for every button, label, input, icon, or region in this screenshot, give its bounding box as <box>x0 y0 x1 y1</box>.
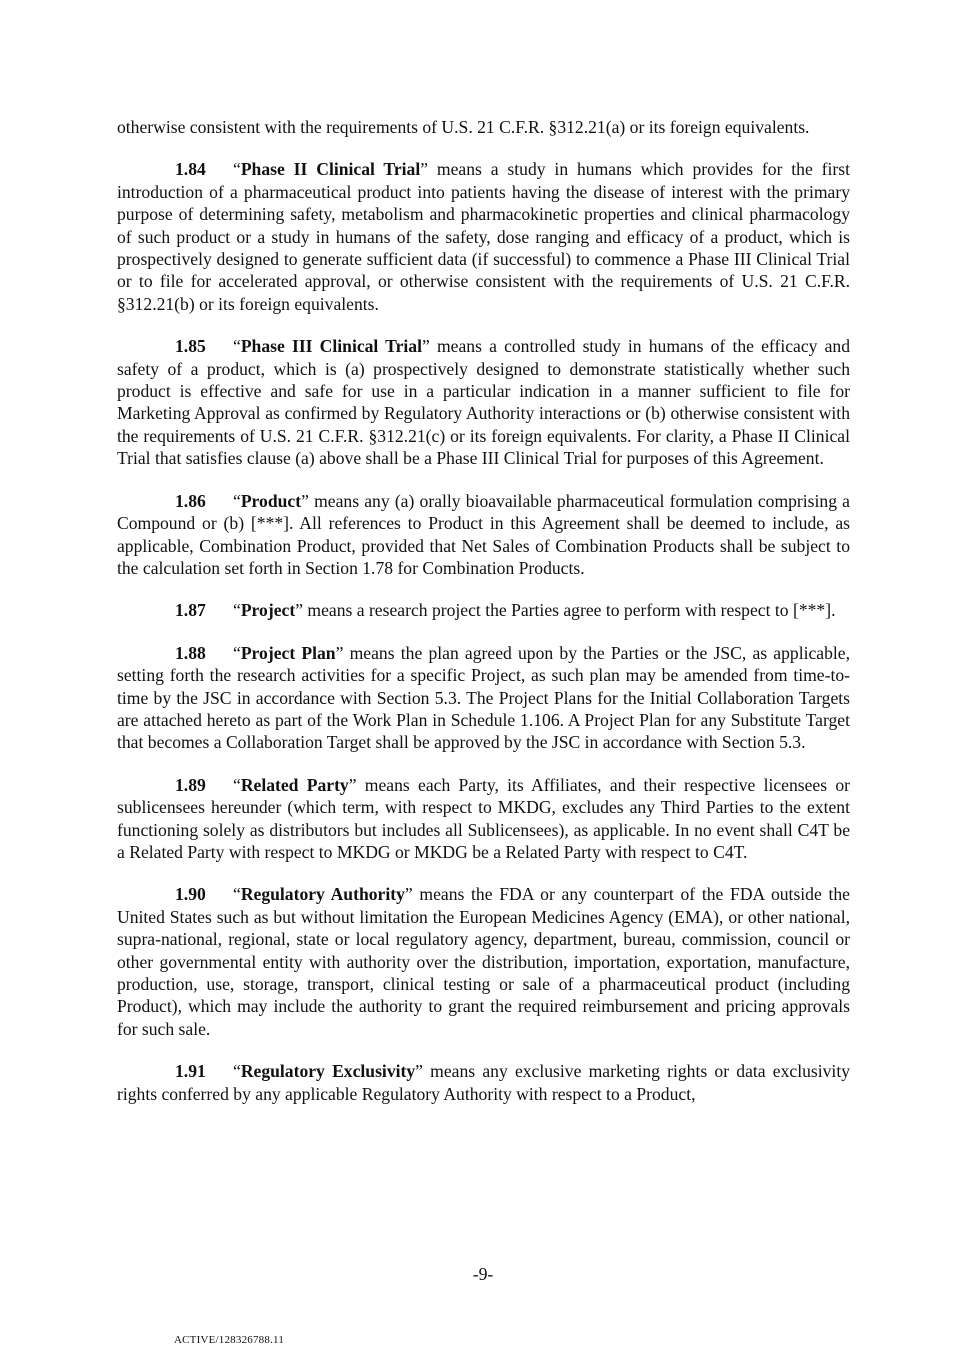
definition-number: 1.84 <box>175 159 206 180</box>
definition-1-90: 1.90 “Regulatory Authority” means the FDA or any counterpart of the FDA outside the United States such as but without limitation the European Medicines Agency (EMA), or other national, supra-national, regional, state or local regulatory agency, department, bureau, commission, council or other governmental entity with authority over the distribution, importation, exportation, manufacture, production, use, storage, transport, clinical testing or sale of a pharmaceutical product (including Product), which may include the authority to grant the required reimbursement and pricing approvals for such sale. <box>117 884 850 1039</box>
definition-number: 1.89 <box>175 774 206 795</box>
page-number: -9- <box>472 1264 494 1284</box>
definition-1-87: 1.87 “Project” means a research project the Parties agree to perform with respect to [***]. <box>175 600 836 621</box>
document-id-footer: ACTIVE/128326788.11 <box>174 1334 285 1346</box>
definition-number: 1.85 <box>175 336 206 357</box>
definition-term: Regulatory Authority <box>240 884 405 905</box>
definition-text: means the FDA or any counterpart of the FDA outside the United States such as but without limitation the European Medicines Agency (EMA), or other national, supra-national, regional, state or local regulatory agency, department, bureau, commission, council or other governmental entity with authority over the distribution, importation, exportation, manufacture, production, use, storage, transport, clinical testing or sale of a pharmaceutical product (including Product), which may include the authority to grant the required reimbursement and pricing approvals for such sale. <box>117 884 850 1039</box>
definition-1-84: 1.84 “Phase II Clinical Trial” means a study in humans which provides for the first introduction of a pharmaceutical product into patients having the disease of interest with the primary purpose of determining safety, metabolism and pharmacokinetic properties and clinical pharmacology of such product or a study in humans of the safety, dose ranging and efficacy of a product, which is prospectively designed to generate sufficient data (if successful) to commence a Phase III Clinical Trial or to file for accelerated approval, or otherwise consistent with the requirements of U.S. 21 C.F.R. §312.21(b) or its foreign equivalents. <box>117 159 851 314</box>
definition-1-91: 1.91 “Regulatory Exclusivity” means any exclusive marketing rights or data exclusivity rights conferred by any applicable Regulatory Authority with respect to a Product, <box>117 1061 850 1104</box>
definition-1-89: 1.89 “Related Party” means each Party, its Affiliates, and their respective licensees or sublicensees hereunder (which term, with respect to MKDG, excludes any Third Parties to the extent functioning solely as distributors but includes all Sublicensees), as applicable. In no event shall C4T be a Related Party with respect to MKDG or MKDG be a Related Party with respect to C4T. <box>117 774 850 862</box>
document-body <box>117 116 850 1125</box>
definition-number: 1.91 <box>175 1061 206 1082</box>
definition-text: means a research project the Parties agree to perform with respect to [***]. <box>303 600 836 621</box>
definition-term: Product <box>240 490 302 511</box>
definition-term: Regulatory Exclusivity <box>240 1061 416 1082</box>
definition-number: 1.90 <box>175 884 206 905</box>
definition-text: means any (a) orally bioavailable pharmaceutical formulation comprising a Compound or (b) [***]. All references to Product in this Agreement shall be deemed to include, as applicable, Combination Product, provided that Net Sales of Combination Products shall be subject to the calculation set forth in Section 1.78 for Combination Products. <box>117 490 850 578</box>
definition-term: Related Party <box>240 774 349 795</box>
continued-paragraph: otherwise consistent with the requirements of U.S. 21 C.F.R. §312.21(a) or its foreign equivalents. <box>117 117 810 137</box>
definition-term: Project <box>240 600 296 621</box>
definition-text: means each Party, its Affiliates, and their respective licensees or sublicensees hereunder (which term, with respect to MKDG, excludes any Third Parties to the extent functioning solely as distributors but includes all Sublicensees), as applicable. In no event shall C4T be a Related Party with respect to MKDG or MKDG be a Related Party with respect to C4T. <box>117 774 850 862</box>
definition-text: means a controlled study in humans of the efficacy and safety of a product, which is (a) prospectively designed to demonstrate statistically whether such product is effective and safe for use in a particular indication in a manner sufficient to file for Marketing Approval as confirmed by Regulatory Authority interactions or (b) otherwise consistent with the requirements of U.S. 21 C.F.R. §312.21(c) or its foreign equivalents. For clarity, a Phase II Clinical Trial that satisfies clause (a) above shall be a Phase III Clinical Trial for purposes of this Agreement. <box>117 336 850 469</box>
definition-1-86: 1.86 “Product” means any (a) orally bioavailable pharmaceutical formulation comprising a Compound or (b) [***]. All references to Product in this Agreement shall be deemed to include, as applicable, Combination Product, provided that Net Sales of Combination Products shall be subject to the calculation set forth in Section 1.78 for Combination Products. <box>117 490 850 578</box>
definition-number: 1.88 <box>175 642 206 663</box>
definition-term: Phase II Clinical Trial <box>240 159 421 180</box>
definition-term: Phase III Clinical Trial <box>240 336 422 357</box>
definition-1-85: 1.85 “Phase III Clinical Trial” means a controlled study in humans of the efficacy and safety of a product, which is (a) prospectively designed to demonstrate statistically whether such product is effective and safe for use in a particular indication in a manner sufficient to file for Marketing Approval as confirmed by Regulatory Authority interactions or (b) otherwise consistent with the requirements of U.S. 21 C.F.R. §312.21(c) or its foreign equivalents. For clarity, a Phase II Clinical Trial that satisfies clause (a) above shall be a Phase III Clinical Trial for purposes of this Agreement. <box>117 336 850 469</box>
definition-text: means a study in humans which provides for the first introduction of a pharmaceutical product into patients having the disease of interest with the primary purpose of determining safety, metabolism and pharmacokinetic properties and clinical pharmacology of such product or a study in humans of the safety, dose ranging and efficacy of a product, which is prospectively designed to generate sufficient data (if successful) to commence a Phase III Clinical Trial or to file for accelerated approval, or otherwise consistent with the requirements of U.S. 21 C.F.R. §312.21(b) or its foreign equivalents. <box>117 159 851 314</box>
definition-number: 1.86 <box>175 490 206 511</box>
definition-text: means any exclusive marketing rights or data exclusivity rights conferred by any applicable Regulatory Authority with respect to a Product, <box>117 1061 850 1104</box>
definition-term: Project Plan <box>240 642 336 663</box>
definition-1-88: 1.88 “Project Plan” means the plan agreed upon by the Parties or the JSC, as applicable, setting forth the research activities for a specific Project, as such plan may be amended from time-to-time by the JSC in accordance with Section 5.3. The Project Plans for the Initial Collaboration Targets are attached hereto as part of the Work Plan in Schedule 1.106. A Project Plan for any Substitute Target that becomes a Collaboration Target shall be approved by the JSC in accordance with Section 5.3. <box>117 642 850 753</box>
definition-number: 1.87 <box>175 600 206 621</box>
definition-text: means the plan agreed upon by the Parties or the JSC, as applicable, setting forth the research activities for a specific Project, as such plan may be amended from time-to-time by the JSC in accordance with Section 5.3. The Project Plans for the Initial Collaboration Targets are attached hereto as part of the Work Plan in Schedule 1.106. A Project Plan for any Substitute Target that becomes a Collaboration Target shall be approved by the JSC in accordance with Section 5.3. <box>117 642 850 753</box>
